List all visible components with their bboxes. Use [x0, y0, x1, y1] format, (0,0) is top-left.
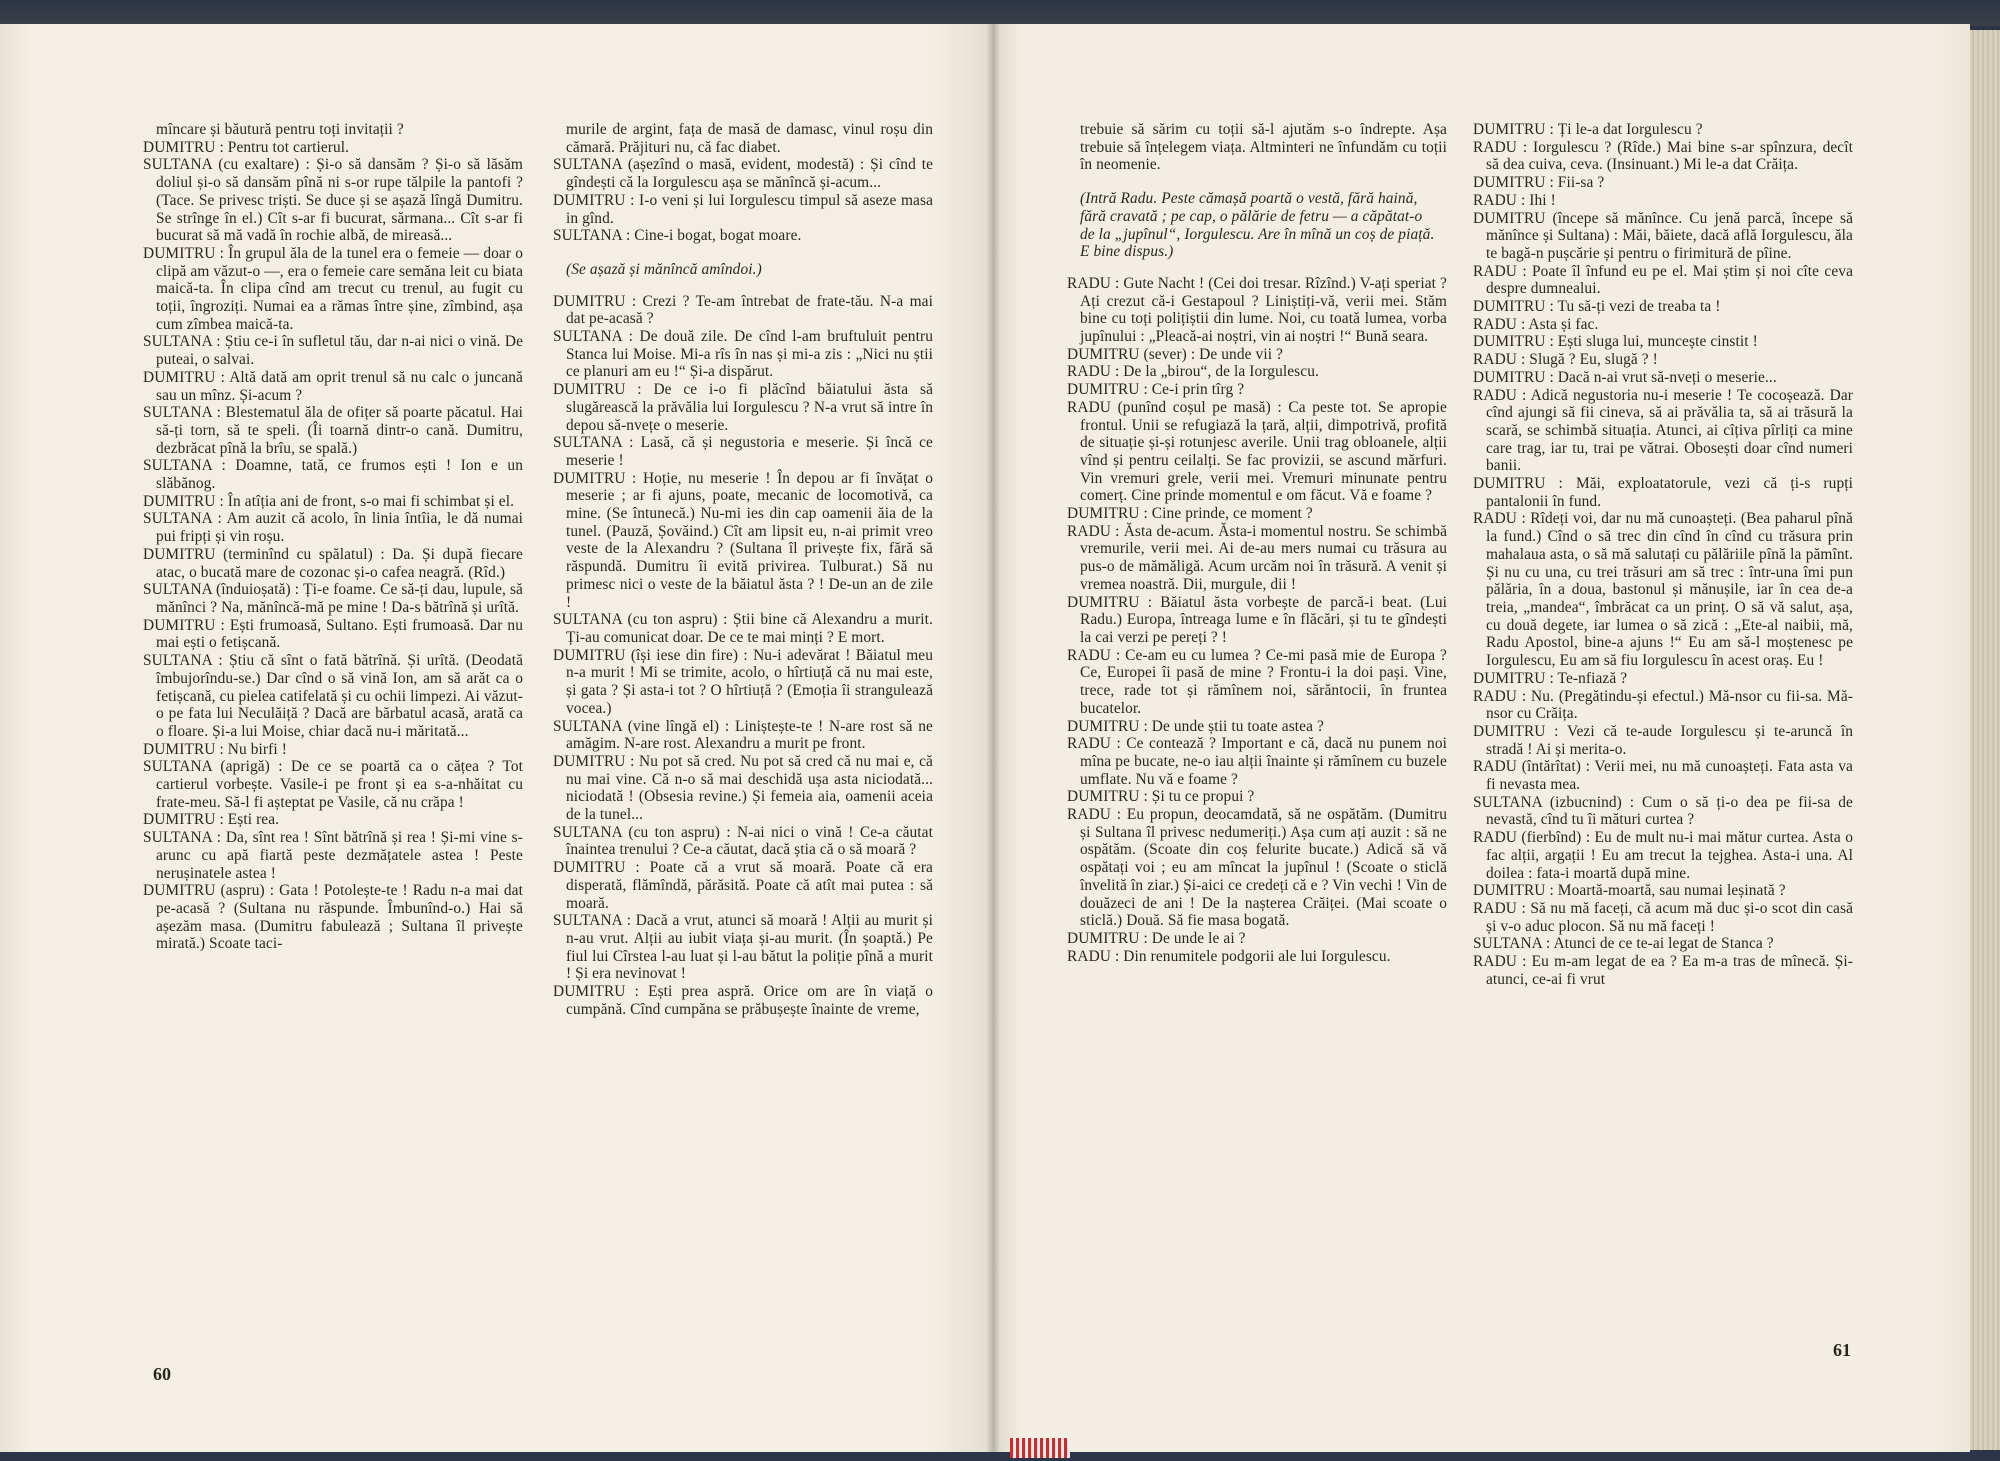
dialogue-line: DUMITRU (terminînd cu spălatul) : Da. Și după fiecare atac, o bucată mare de cozonac și-o cafea neagră. (Rîd.) [143, 545, 523, 581]
right-page-column-1 [1067, 121, 1447, 965]
dialogue-line: DUMITRU (își iese din fire) : Nu-i adevărat ! Băiatul meu n-a murit ! Mi se trimite, acolo, o hîrtiuță că nu mai este, și gata ? Și asta-i tot ? O hîrtiuță ? (Emoția îi strangulează vocea.) [553, 646, 933, 717]
dialogue-line: RADU : Poate îl înfund eu pe el. Mai știm și noi cîte ceva despre dumnealui. [1473, 262, 1853, 298]
dialogue-line: DUMITRU : Ești frumoasă, Sultano. Ești frumoasă. Dar nu mai ești o fetișcană. [143, 616, 523, 652]
dialogue-line: DUMITRU : Cine prinde, ce moment ? [1067, 505, 1313, 523]
dialogue-line: RADU : Ăsta de-acum. Ăsta-i momentul nostru. Se schimbă vremurile, verii mei. Ai de-au mers numai cu trăsura au pus-o de mămăligă. Acum urcăm noi în trăsură. A venit și vremea noastră. Dii, murgule, dii ! [1067, 522, 1447, 593]
dialogue-line: DUMITRU : Hoție, nu meserie ! În depou ar fi învățat o meserie ; ar fi ajuns, poate, mecanic de locomotivă, ca mine. (Se întunecă.) Nu-mi ies din cap oamenii ăia de la tunel. (Pauză, Șovăind.) Cît am lipsit eu, n-ai primit vreo veste de la Alexandru ? (Sultana îl privește fix, fără să răspundă. Dumitru îi evită privirea. Tulburat.) Să nu primesc nici o veste de la băiatul ăsta ? ! De-un an de zile ! [553, 469, 933, 611]
dialogue-line: SULTANA : Dacă a vrut, atunci să moară ! Alții au murit și n-au vrut. Alții au iubit viața și-au murit. (În șoaptă.) Pe fiul lui Cîrstea l-au luat și l-au bătut la poliție pînă a murit ! Și era nevinovat ! [553, 912, 933, 983]
bookmark-ribbon [1010, 1438, 1070, 1458]
dialogue-line: DUMITRU : De unde le ai ? [1067, 929, 1246, 947]
stage-direction: (Intră Radu. Peste cămașă poartă o vestă, fără haină, fără cravată ; pe cap, o pălărie de fetru — a căpătat-o de la „jupînul“, Iorgulescu. Are în mînă un coș de piață. E bine dispus.) [1080, 190, 1435, 261]
dialogue-line: DUMITRU : Ești rea. [143, 811, 280, 829]
dialogue-line: DUMITRU : Altă dată am oprit trenul să nu calc o juncană sau un mînz. Și-acum ? [143, 368, 523, 404]
dialogue-line: DUMITRU : De unde știi tu toate astea ? [1067, 717, 1324, 735]
dialogue-line: murile de argint, fața de masă de damasc, vinul roșu din cămară. Prăjituri nu, că fac diabet. [566, 121, 933, 156]
dialogue-line: DUMITRU (sever) : De unde vii ? [1067, 345, 1283, 363]
dialogue-line: RADU : Din renumitele podgorii ale lui Iorgulescu. [1067, 947, 1391, 965]
right-page-column-2 [1473, 121, 1853, 988]
dialogue-line: DUMITRU : De ce i-o fi plăcînd băiatului ăsta să slugărească la prăvălia lui Iorgulescu ? N-a vrut să intre în depou să-nvețe o meserie. [553, 381, 933, 434]
dialogue-line: RADU : Asta și fac. [1473, 315, 1599, 333]
dialogue-line: RADU : Eu propun, deocamdată, să ne ospătăm. (Dumitru și Sultana îl privesc nedumeriți.) Așa cum ați auzit : să ne ospătăm. (Scoate din coș felurite bucate.) Adică să vă ospătați voi ; eu am mîncat la jupînul ! (Scoate o sticlă învelită în ziar.) Și-aici ce credeți că e ? Vin vechi ! Vin de douăzeci de ani ! De la nașterea Crăiței. (Mai scoate o sticlă.) Două. Să fie masa bogată. [1067, 806, 1447, 930]
dialogue-line: DUMITRU : Nu birfi ! [143, 740, 287, 758]
dialogue-line: mîncare și băutură pentru toți invitații ? [156, 121, 404, 138]
dialogue-line: DUMITRU : În atîția ani de front, s-o mai fi schimbat și el. [143, 492, 515, 510]
book-gutter [986, 24, 1000, 1452]
dialogue-line: RADU (punînd coșul pe masă) : Ca peste tot. Se apropie frontul. Unii se refugiază la țară, alții, dimpotrivă, profită de situație și-și rotunjesc averile. Unii trag obloanele, alții vînd și pentru ceilalți. Se fac provizii, se ascund mărfuri. Vin vremuri grele, verii mei. Vremuri minunate pentru comerț. Cine prinde momentul e om făcut. Vă e foame ? [1067, 398, 1447, 505]
dialogue-line: RADU : Slugă ? Eu, slugă ? ! [1473, 351, 1658, 369]
dialogue-line: SULTANA (cu ton aspru) : N-ai nici o vină ! Ce-a căutat înaintea trenului ? Ce-a căutat, dacă știa că o să moară ? [553, 823, 933, 859]
dialogue-line: RADU : Adică negustoria nu-i meserie ! Te cocoșează. Dar cînd ajungi să fii cineva, să ai prăvălia ta, să ai trăsură la scară, se schimbă situația. Atunci, ai cîțiva pîrliți ca mine care trag, iar tu, trai pe vătrai. Obosești doar cînd numeri banii. [1473, 386, 1853, 475]
book-cover-top [0, 0, 2000, 26]
dialogue-line: SULTANA (izbucnind) : Cum o să ți-o dea pe fii-sa de nevastă, cînd tu îi mături curtea ? [1473, 793, 1853, 829]
dialogue-line: DUMITRU : Crezi ? Te-am întrebat de frate-tău. N-a mai dat pe-acasă ? [553, 292, 933, 328]
dialogue-line: DUMITRU : Dacă n-ai vrut să-nveți o meserie... [1473, 368, 1777, 386]
dialogue-line: SULTANA : Blestematul ăla de ofițer să poarte păcatul. Hai să-ți torn, să te speli. (Îi toarnă dintr-o cană. Dumitru, dezbrăcat pînă la brîu, se spală.) [143, 404, 523, 457]
dialogue-line: DUMITRU : Pentru tot cartierul. [143, 138, 350, 156]
dialogue-line: DUMITRU (aspru) : Gata ! Potolește-te ! Radu n-a mai dat pe-acasă ? (Sultana nu răspunde. Îmbunînd-o.) Hai să așezăm masa. (Dumitru fabulează ; Sultana îl privește mirată.) Scoate taci- [143, 882, 523, 953]
dialogue-line: RADU : De la „birou“, de la Iorgulescu. [1067, 363, 1319, 381]
dialogue-line: DUMITRU : Tu să-ți vezi de treaba ta ! [1473, 298, 1721, 316]
dialogue-line: SULTANA (înduioșată) : Ți-e foame. Ce să-ți dau, lupule, să mănînci ? Na, mănîncă-mă pe mine ! Da-s bătrînă și urîtă. [143, 581, 523, 616]
dialogue-line: SULTANA : Doamne, tată, ce frumos ești ! Ion e un slăbănog. [143, 457, 523, 493]
dialogue-line: RADU : Iorgulescu ? (Rîde.) Mai bine s-ar spînzura, decît să dea cuiva, ceva. (Insinuant.) Mi le-a dat Crăița. [1473, 138, 1853, 174]
page-number-left: 60 [153, 1364, 171, 1384]
dialogue-line: trebuie să sărim cu toții să-l ajutăm s-o îndrepte. Așa trebuie să înțelegem viața. Altminteri ne înfundăm cu toții în neomenie. [1080, 121, 1447, 174]
dialogue-line: DUMITRU : Nu pot să cred. Nu pot să cred că nu mai e, că nu mai vine. Că n-o să mai deschidă ușa asta niciodată... niciodată ! (Obsesia revine.) Și femeia aia, oamenii aceia de la tunel... [553, 752, 933, 824]
dialogue-line: DUMITRU : Măi, exploatatorule, vezi că ți-s rupți pantalonii în fund. [1473, 475, 1853, 510]
dialogue-line: DUMITRU : Ce-i prin tîrg ? [1067, 381, 1245, 399]
stage-direction: (Se așază și mănîncă amîndoi.) [566, 260, 762, 278]
dialogue-line: DUMITRU : Ți le-a dat Iorgulescu ? [1473, 121, 1703, 138]
dialogue-line: SULTANA : Știu ce-i în sufletul tău, dar n-ai nici o vină. De puteai, o salvai. [143, 333, 523, 369]
dialogue-line: DUMITRU : În grupul ăla de la tunel era o femeie — doar o clipă am văzut-o —, era o femeie care semăna leit cu biata maică-ta. În clipa cînd am trecut cu trenul, au fugit cu toții, îngroziți. Numai ea a rămas între șine, zîmbind, așa cum zîmbea maică-ta. [143, 244, 523, 333]
dialogue-line: DUMITRU : Ești prea aspră. Orice om are în viață o cumpănă. Cînd cumpăna se prăbușește înainte de vreme, [553, 983, 933, 1018]
page-edges [1970, 30, 2000, 1450]
dialogue-line: RADU : Rîdeți voi, dar nu mă cunoașteți. (Bea paharul pînă la fund.) Cînd o să trec din cînd în cînd cu trăsura prin mahalaua asta, o să mă salutați cu pălăriile pînă la pămînt. Și nu cu una, cu trei trăsuri am să trec : într-una îmi pun pălăria, în a doua, bastonul și mănușile, iar în cea de-a treia, „mandea“, îmbrăcat ca un prinț. O să vă salut, așa, cu două degete, iar lumea o să zică : „Ete-al naibii, mă, Radu Apostol, bine-a ajuns !“ Eu am să-l moștenesc pe Iorgulescu, Eu am să fiu Iorgulescu în acest oraș. Eu ! [1473, 510, 1853, 670]
page-number-right: 61 [1833, 1340, 1851, 1360]
dialogue-line: SULTANA : Atunci de ce te-ai legat de Stanca ? [1473, 935, 1774, 953]
dialogue-line: RADU (fierbînd) : Eu de mult nu-i mai mătur curtea. Asta o fac alții, argații ! Eu am trecut la tejghea. Asta-i una. Al doilea : fata-i moartă după mine. [1473, 829, 1853, 882]
left-page-column-1 [143, 121, 523, 953]
dialogue-line: RADU : Ihi ! [1473, 191, 1556, 209]
dialogue-line: DUMITRU : Băiatul ăsta vorbește de parcă-i beat. (Lui Radu.) Europa, întreaga lume e în flăcări, și tu te gîndești la cai verzi pe pereți ? ! [1067, 593, 1447, 646]
dialogue-line: SULTANA : Știu că sînt o fată bătrînă. Și urîtă. (Deodată îmbujorîndu-se.) Dar cînd o să vină Ion, am să arăt ca o fetișcană, cu pielea catifelată și cu ochii limpezi. Ai văzut-o pe fata lui Neculăiță ? Dacă are bărbatul acasă, arată ca o floare. Și-a lui Moise, chiar dacă nu-i măritată... [143, 652, 523, 740]
dialogue-line: DUMITRU : Te-nfiază ? [1473, 669, 1628, 687]
dialogue-line: SULTANA (vine lîngă el) : Liniștește-te ! N-are rost să ne amăgim. N-are rost. Alexandru a murit pe front. [553, 717, 933, 753]
left-page-column-2 [553, 121, 933, 1018]
dialogue-line: SULTANA (cu exaltare) : Și-o să dansăm ? Și-o să lăsăm doliul și-o să dansăm pînă ni s-or rupe tălpile la pantofi ? (Tace. Se privesc triști. Se duce și se așază lîngă Dumitru. Se strînge în el.) Cît s-ar fi bucurat, sărmana... Cît s-ar fi bucurat să mă vadă în rochie albă, de mireasă... [143, 156, 523, 245]
dialogue-line: SULTANA (așezînd o masă, evident, modestă) : Și cînd te gîndești că la Iorgulescu așa se mănîncă și-acum... [553, 156, 933, 192]
dialogue-line: DUMITRU : I-o veni și lui Iorgulescu timpul să aseze masa in gînd. [553, 191, 933, 227]
dialogue-line: DUMITRU : Ești sluga lui, muncește cinstit ! [1473, 333, 1758, 351]
dialogue-line: DUMITRU : Și tu ce propui ? [1067, 788, 1255, 806]
dialogue-line: SULTANA : Am auzit că acolo, în linia întîia, le dă numai pui fripți și vin roșu. [143, 510, 523, 546]
dialogue-line: RADU : Nu. (Pregătindu-și efectul.) Mă-nsor cu fii-sa. Mă-nsor cu Crăița. [1473, 687, 1853, 723]
dialogue-line: DUMITRU : Poate că a vrut să moară. Poate că era disperată, flămîndă, părăsită. Poate că atît mai putea : să moară. [553, 859, 933, 912]
dialogue-line: SULTANA (aprigă) : De ce se poartă ca o cățea ? Tot cartierul vorbește. Vasile-i pe front și ea s-a-nhăitat cu frate-meu. Să-l fi așteptat pe Vasile, că nu crăpa ! [143, 758, 523, 811]
left-page [0, 24, 993, 1452]
dialogue-line: SULTANA (cu ton aspru) : Știi bine că Alexandru a murit. Ți-au comunicat doar. De ce te mai minți ? E mort. [553, 611, 933, 646]
dialogue-line: RADU : Ce contează ? Important e că, dacă nu punem noi mîna pe bucate, ne-o iau alții înainte și rămînem cu buzele umflate. Nu vă e foame ? [1067, 735, 1447, 788]
dialogue-line: DUMITRU : Vezi că te-aude Iorgulescu și te-aruncă în stradă ! Ai și merita-o. [1473, 722, 1853, 758]
dialogue-line: RADU : Ce-am eu cu lumea ? Ce-mi pasă mie de Europa ? Ce, Europei îi pasă de mine ? Frontu-i la doi pași. Vine, trece, rade tot și rămînem noi, sărăntocii, în fruntea bucatelor. [1067, 646, 1447, 717]
dialogue-line: RADU : Eu m-am legat de ea ? Ea m-a tras de mînecă. Și-atunci, ce-ai fi vrut [1473, 953, 1853, 988]
dialogue-line: SULTANA : De două zile. De cînd l-am bruftuluit pentru Stanca lui Moise. Mi-a rîs în nas și mi-a zis : „Nici nu știi ce planuri am eu !“ Și-a dispărut. [553, 328, 933, 381]
dialogue-line: DUMITRU (începe să mănînce. Cu jenă parcă, începe să mănînce și Sultana) : Măi, băiete, dacă află Iorgulescu, ăla te bagă-n pușcărie și pentru o firimitură de pîine. [1473, 209, 1853, 262]
dialogue-line: RADU (întărîtat) : Verii mei, nu mă cunoașteți. Fata asta va fi nevasta mea. [1473, 758, 1853, 794]
right-page [993, 24, 1970, 1452]
dialogue-line: SULTANA : Da, sînt rea ! Sînt bătrînă și rea ! Și-mi vine s-arunc cu apă fiartă peste dezmățatele astea ! Peste nerușinatele astea ! [143, 829, 523, 882]
dialogue-line: RADU : Gute Nacht ! (Cei doi tresar. Rîzînd.) V-ați speriat ? Ați crezut că-i Gestapoul ? Liniștiți-vă, verii mei. Stăm bine cu toți polițiștii din lume. Noi, cu toată lumea, vorba jupînului : „Pleacă-ai noștri, vin ai noștri !“ Bună seara. [1067, 274, 1447, 346]
dialogue-line: SULTANA : Lasă, că și negustoria e meserie. Și încă ce meserie ! [553, 434, 933, 469]
dialogue-line: SULTANA : Cine-i bogat, bogat moare. [553, 227, 802, 245]
dialogue-line: RADU : Să nu mă faceți, că acum mă duc și-o scot din casă și v-o aduc plocon. Să nu mă faceți ! [1473, 899, 1853, 935]
dialogue-line: DUMITRU : Fii-sa ? [1473, 174, 1605, 192]
dialogue-line: DUMITRU : Moartă-moartă, sau numai leșinată ? [1473, 882, 1786, 900]
